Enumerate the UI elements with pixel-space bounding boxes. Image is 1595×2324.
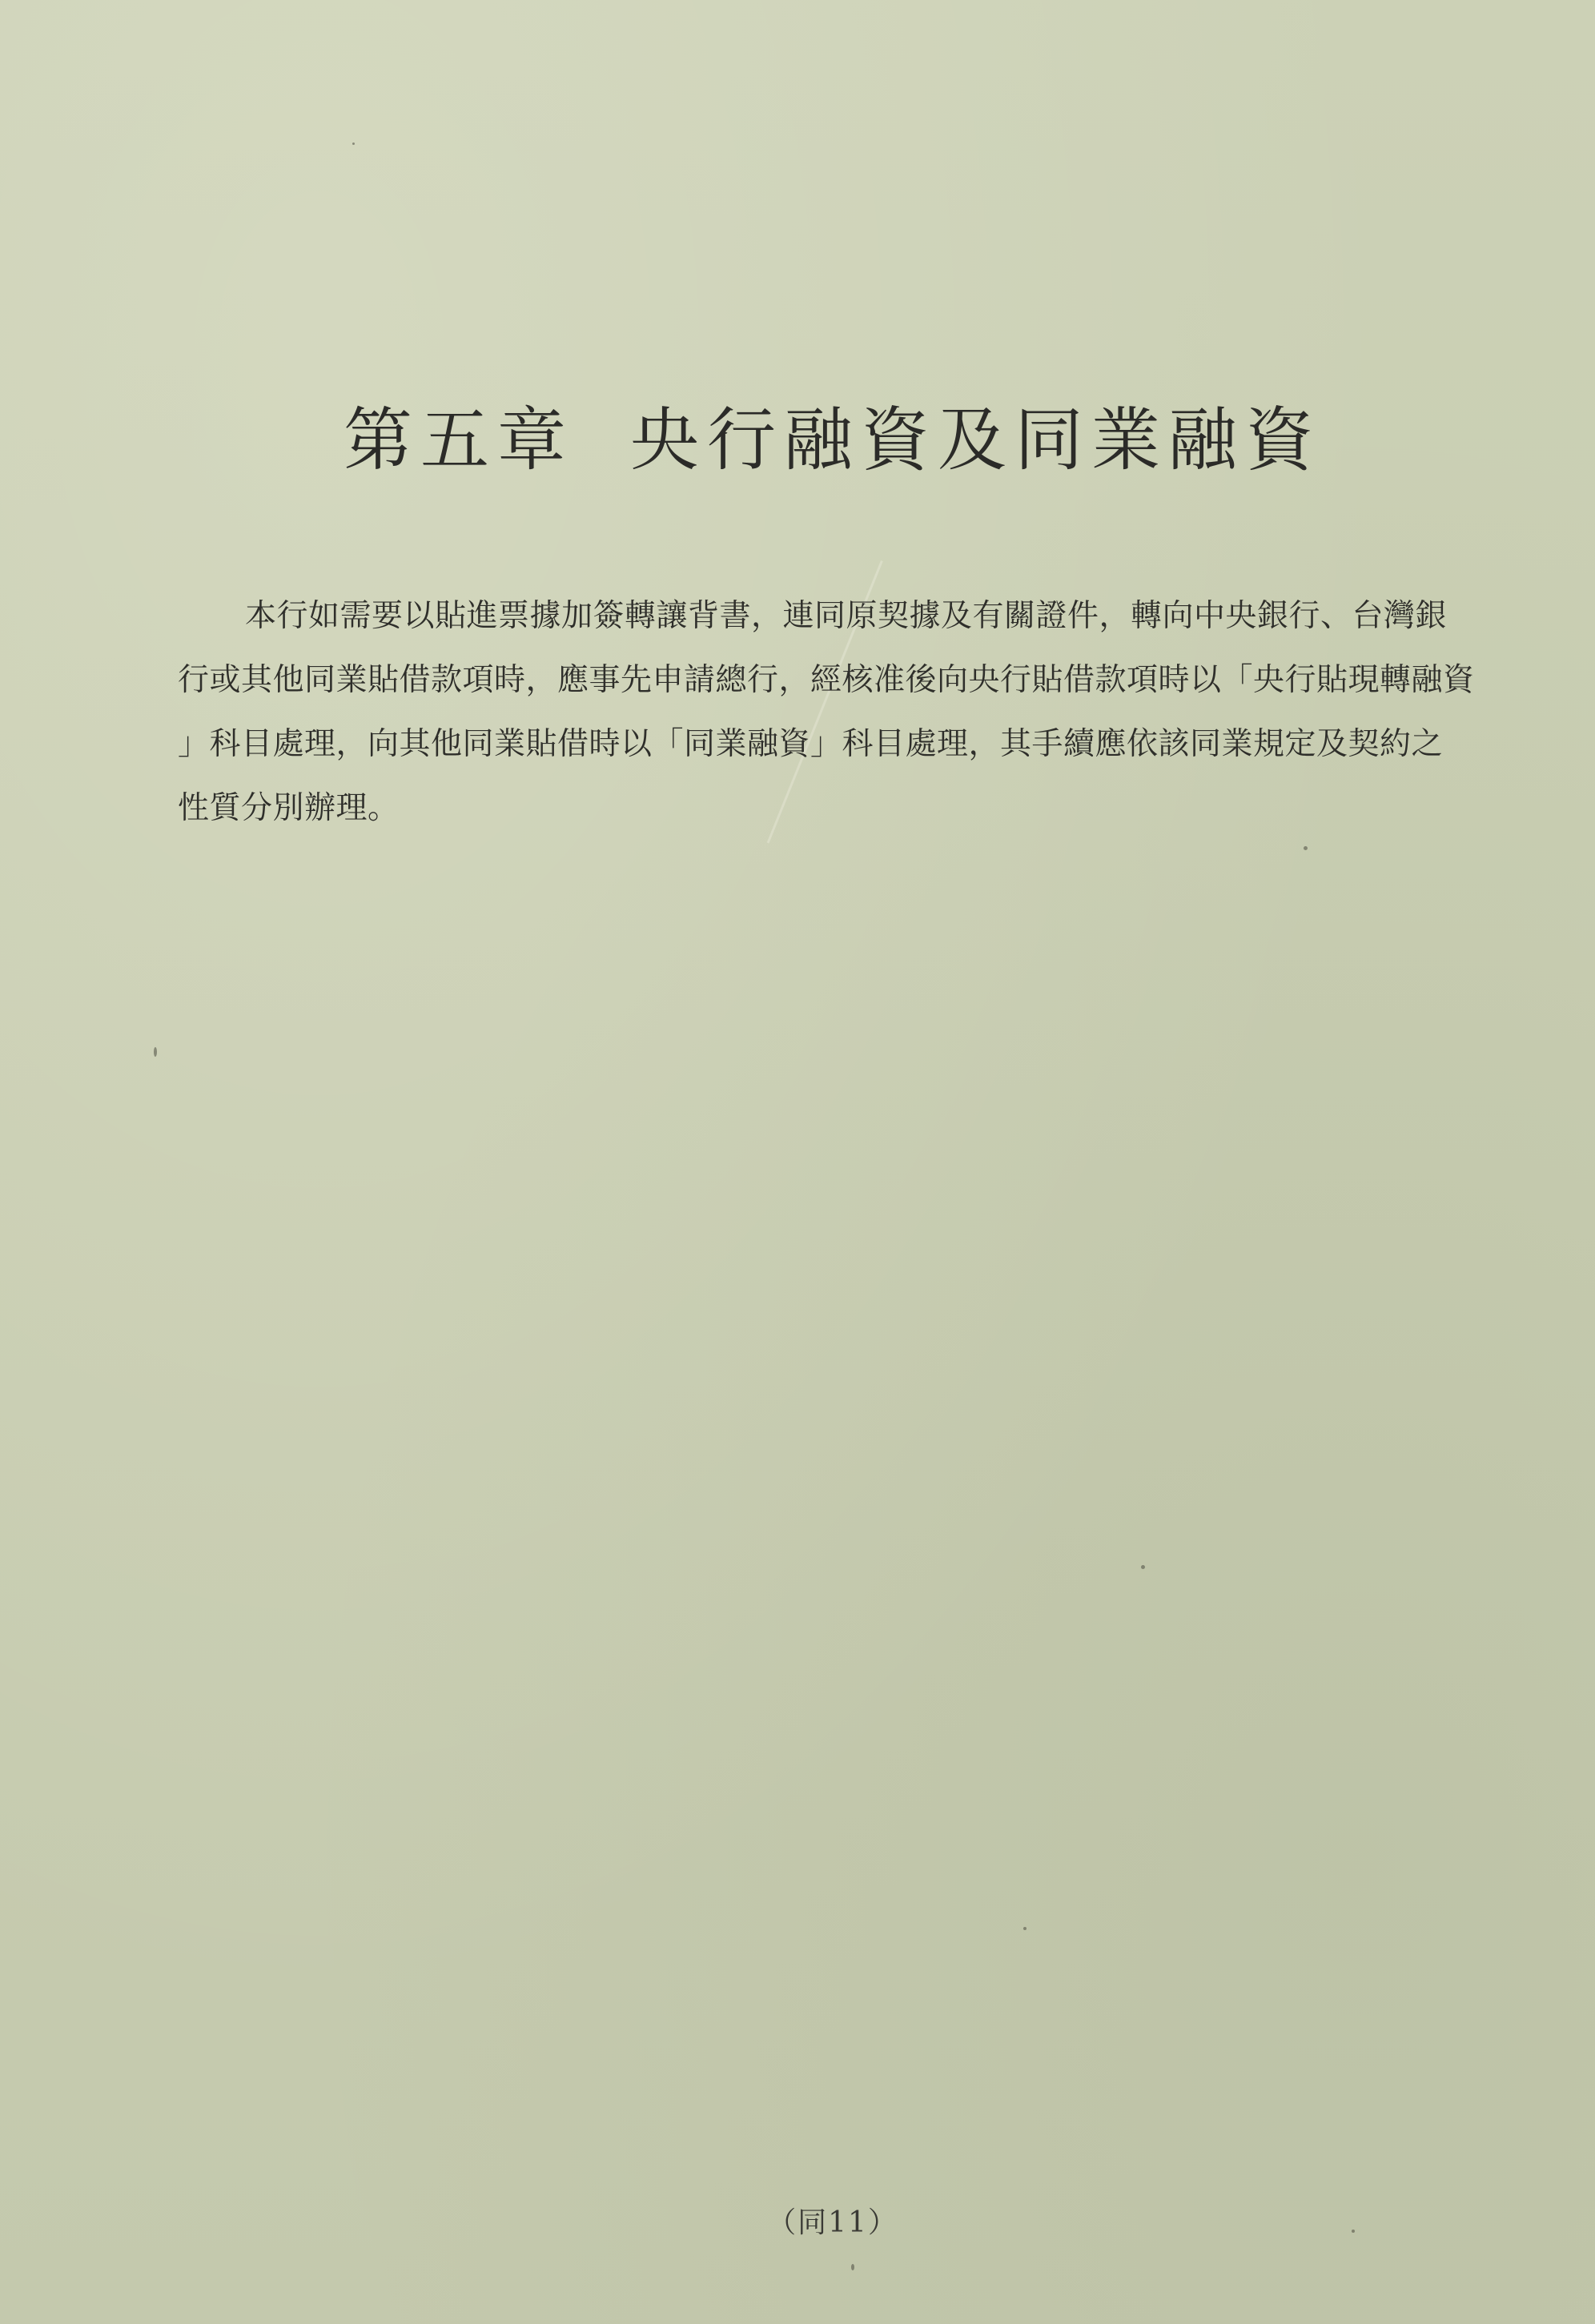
body-line: 」科目處理，向其他同業貼借時以「同業融資」科目處理，其手續應依該同業規定及契約之 (178, 726, 1444, 762)
body-line: 本行如需要以貼進票據加簽轉讓背書，連同原契據及有關證件，轉向中央銀行、台灣銀 (245, 598, 1448, 634)
page-number: （同11） (767, 2206, 898, 2239)
body-paragraph (178, 584, 1499, 841)
body-line: 行或其他同業貼借款項時，應事先申請總行，經核准後向央行貼借款項時以「央行貼現轉融資 (178, 662, 1475, 698)
paper-speck (1352, 2230, 1355, 2233)
paper-speck (1304, 846, 1308, 850)
body-line: 性質分別辦理。 (178, 790, 400, 826)
chapter-title: 央行融資及同業融資 (630, 400, 1322, 480)
paper-speck (154, 1047, 157, 1057)
chapter-number: 第五章 (344, 400, 574, 480)
paper-speck (352, 142, 355, 145)
paper-speck (1023, 1927, 1027, 1930)
chapter-heading (0, 384, 1595, 484)
paper-speck (851, 2264, 854, 2270)
paper-speck (1141, 1565, 1145, 1569)
